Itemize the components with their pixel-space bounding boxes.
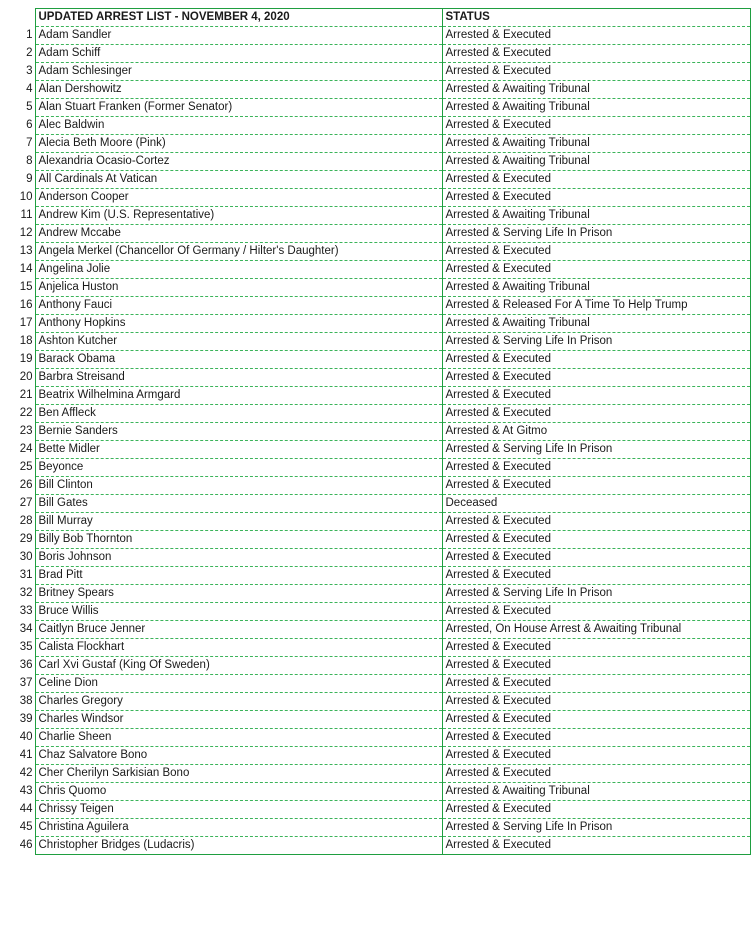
row-number: 17	[19, 317, 33, 329]
table-row	[6, 513, 750, 531]
row-number: 43	[19, 785, 33, 797]
row-name: Alec Baldwin	[35, 117, 442, 135]
row-name: Charles Windsor	[35, 711, 442, 729]
table-row	[6, 621, 750, 639]
table-header	[6, 9, 750, 27]
row-number: 34	[19, 623, 33, 635]
row-number: 42	[19, 767, 33, 779]
row-number: 38	[19, 695, 33, 707]
row-status: Arrested & At Gitmo	[442, 423, 750, 441]
row-status: Arrested & Executed	[442, 117, 750, 135]
row-status: Arrested & Executed	[442, 171, 750, 189]
row-name: Cher Cherilyn Sarkisian Bono	[35, 765, 442, 783]
row-number: 30	[19, 551, 33, 563]
row-number: 6	[26, 119, 33, 131]
row-name: Ben Affleck	[35, 405, 442, 423]
row-status: Arrested & Serving Life In Prison	[442, 819, 750, 837]
row-number: 12	[19, 227, 33, 239]
row-name: Beyonce	[35, 459, 442, 477]
row-number: 5	[26, 101, 33, 113]
table-row	[6, 99, 750, 117]
header-number	[6, 9, 35, 27]
table-row	[6, 189, 750, 207]
row-number: 7	[26, 137, 33, 149]
row-status: Arrested & Executed	[442, 243, 750, 261]
row-name: Chrissy Teigen	[35, 801, 442, 819]
table-row	[6, 765, 750, 783]
table-row	[6, 405, 750, 423]
row-status: Arrested & Awaiting Tribunal	[442, 279, 750, 297]
row-name: Celine Dion	[35, 675, 442, 693]
row-number: 20	[19, 371, 33, 383]
row-number: 2	[26, 47, 33, 59]
row-status: Arrested & Executed	[442, 351, 750, 369]
row-name: Bette Midler	[35, 441, 442, 459]
row-status: Arrested & Executed	[442, 711, 750, 729]
row-name: Bernie Sanders	[35, 423, 442, 441]
table-row	[6, 207, 750, 225]
row-number: 37	[19, 677, 33, 689]
row-status: Arrested & Executed	[442, 369, 750, 387]
row-status: Arrested & Executed	[442, 63, 750, 81]
row-name: Charlie Sheen	[35, 729, 442, 747]
row-status: Arrested & Serving Life In Prison	[442, 333, 750, 351]
table-row	[6, 171, 750, 189]
row-number: 24	[19, 443, 33, 455]
row-number: 22	[19, 407, 33, 419]
row-number: 27	[19, 497, 33, 509]
row-status: Arrested & Executed	[442, 387, 750, 405]
table-row	[6, 279, 750, 297]
table-row	[6, 351, 750, 369]
row-number: 40	[19, 731, 33, 743]
row-status: Arrested & Executed	[442, 513, 750, 531]
row-number: 46	[19, 839, 33, 851]
row-status: Arrested & Executed	[442, 603, 750, 621]
row-status: Arrested & Executed	[442, 729, 750, 747]
row-number: 32	[19, 587, 33, 599]
table-row	[6, 81, 750, 99]
row-name: Andrew Kim (U.S. Representative)	[35, 207, 442, 225]
row-name: Britney Spears	[35, 585, 442, 603]
row-number: 45	[19, 821, 33, 833]
table-row	[6, 837, 750, 855]
row-number: 21	[19, 389, 33, 401]
table-row	[6, 729, 750, 747]
table-row	[6, 441, 750, 459]
row-name: Anthony Fauci	[35, 297, 442, 315]
row-status: Arrested & Executed	[442, 837, 750, 855]
row-status: Arrested & Awaiting Tribunal	[442, 315, 750, 333]
row-status: Arrested & Executed	[442, 477, 750, 495]
row-status: Arrested & Executed	[442, 693, 750, 711]
row-name: Anjelica Huston	[35, 279, 442, 297]
table-body	[6, 27, 750, 855]
row-status: Arrested & Executed	[442, 549, 750, 567]
row-number: 31	[19, 569, 33, 581]
row-name: All Cardinals At Vatican	[35, 171, 442, 189]
table-row	[6, 639, 750, 657]
row-number: 18	[19, 335, 33, 347]
row-name: Bill Gates	[35, 495, 442, 513]
row-status: Arrested & Serving Life In Prison	[442, 441, 750, 459]
row-status: Deceased	[442, 495, 750, 513]
table-row	[6, 747, 750, 765]
table-row	[6, 117, 750, 135]
row-name: Barbra Streisand	[35, 369, 442, 387]
row-number: 3	[26, 65, 33, 77]
row-number: 9	[26, 173, 33, 185]
header-row	[6, 9, 750, 27]
table-row	[6, 135, 750, 153]
row-name: Beatrix Wilhelmina Armgard	[35, 387, 442, 405]
row-status: Arrested & Executed	[442, 801, 750, 819]
table-row	[6, 567, 750, 585]
table-row	[6, 261, 750, 279]
row-status: Arrested, On House Arrest & Awaiting Tribunal	[442, 621, 750, 639]
table-row	[6, 153, 750, 171]
row-name: Anthony Hopkins	[35, 315, 442, 333]
table-row	[6, 369, 750, 387]
row-number: 23	[19, 425, 33, 437]
table-row	[6, 45, 750, 63]
row-status: Arrested & Executed	[442, 657, 750, 675]
row-status: Arrested & Executed	[442, 189, 750, 207]
row-status: Arrested & Executed	[442, 261, 750, 279]
row-number: 13	[19, 245, 33, 257]
row-number: 41	[19, 749, 33, 761]
row-number: 33	[19, 605, 33, 617]
row-number: 10	[19, 191, 33, 203]
table-row	[6, 675, 750, 693]
table-row	[6, 315, 750, 333]
row-status: Arrested & Awaiting Tribunal	[442, 99, 750, 117]
row-name: Carl Xvi Gustaf (King Of Sweden)	[35, 657, 442, 675]
table-row	[6, 819, 750, 837]
table-row	[6, 495, 750, 513]
row-name: Billy Bob Thornton	[35, 531, 442, 549]
row-number: 1	[26, 29, 33, 41]
row-status: Arrested & Executed	[442, 459, 750, 477]
row-name: Bruce Willis	[35, 603, 442, 621]
row-number: 26	[19, 479, 33, 491]
row-name: Adam Schlesinger	[35, 63, 442, 81]
row-number: 11	[20, 209, 33, 221]
row-name: Anderson Cooper	[35, 189, 442, 207]
table-row	[6, 783, 750, 801]
header-name: UPDATED ARREST LIST - NOVEMBER 4, 2020	[35, 9, 442, 27]
row-status: Arrested & Executed	[442, 747, 750, 765]
row-status: Arrested & Executed	[442, 45, 750, 63]
row-number: 4	[26, 83, 33, 95]
row-name: Adam Schiff	[35, 45, 442, 63]
table-row	[6, 603, 750, 621]
row-number: 39	[19, 713, 33, 725]
row-status: Arrested & Executed	[442, 405, 750, 423]
row-name: Barack Obama	[35, 351, 442, 369]
row-status: Arrested & Awaiting Tribunal	[442, 153, 750, 171]
table-row	[6, 693, 750, 711]
row-name: Angelina Jolie	[35, 261, 442, 279]
table-row	[6, 297, 750, 315]
table-row	[6, 63, 750, 81]
row-status: Arrested & Serving Life In Prison	[442, 585, 750, 603]
row-number: 14	[19, 263, 33, 275]
row-number: 29	[19, 533, 33, 545]
row-status: Arrested & Awaiting Tribunal	[442, 135, 750, 153]
row-status: Arrested & Executed	[442, 567, 750, 585]
row-name: Brad Pitt	[35, 567, 442, 585]
table-row	[6, 459, 750, 477]
table-row	[6, 549, 750, 567]
row-number: 19	[19, 353, 33, 365]
row-status: Arrested & Executed	[442, 27, 750, 45]
row-name: Alan Stuart Franken (Former Senator)	[35, 99, 442, 117]
row-name: Chris Quomo	[35, 783, 442, 801]
row-number: 8	[26, 155, 33, 167]
table-row	[6, 333, 750, 351]
table-row	[6, 243, 750, 261]
row-name: Calista Flockhart	[35, 639, 442, 657]
row-status: Arrested & Awaiting Tribunal	[442, 81, 750, 99]
row-name: Angela Merkel (Chancellor Of Germany / Hilter's Daughter)	[35, 243, 442, 261]
row-name: Christopher Bridges (Ludacris)	[35, 837, 442, 855]
row-name: Charles Gregory	[35, 693, 442, 711]
row-number: 44	[19, 803, 33, 815]
table-row	[6, 387, 750, 405]
row-name: Boris Johnson	[35, 549, 442, 567]
row-name: Adam Sandler	[35, 27, 442, 45]
row-name: Bill Clinton	[35, 477, 442, 495]
row-number: 28	[19, 515, 33, 527]
row-name: Alexandria Ocasio-Cortez	[35, 153, 442, 171]
row-status: Arrested & Executed	[442, 675, 750, 693]
table-row	[6, 711, 750, 729]
table-row	[6, 531, 750, 549]
row-number: 15	[19, 281, 33, 293]
row-name: Chaz Salvatore Bono	[35, 747, 442, 765]
row-status: Arrested & Awaiting Tribunal	[442, 207, 750, 225]
row-name: Andrew Mccabe	[35, 225, 442, 243]
row-name: Ashton Kutcher	[35, 333, 442, 351]
row-status: Arrested & Executed	[442, 639, 750, 657]
row-name: Bill Murray	[35, 513, 442, 531]
table-row	[6, 585, 750, 603]
row-status: Arrested & Awaiting Tribunal	[442, 783, 750, 801]
row-number: 35	[19, 641, 33, 653]
row-name: Caitlyn Bruce Jenner	[35, 621, 442, 639]
table-row	[6, 225, 750, 243]
row-name: Christina Aguilera	[35, 819, 442, 837]
row-name: Alan Dershowitz	[35, 81, 442, 99]
arrest-list-table	[6, 8, 751, 855]
table-row	[6, 423, 750, 441]
table-row	[6, 27, 750, 45]
row-number: 25	[19, 461, 33, 473]
table-row	[6, 801, 750, 819]
table-row	[6, 477, 750, 495]
row-status: Arrested & Executed	[442, 765, 750, 783]
table-row	[6, 657, 750, 675]
row-status: Arrested & Executed	[442, 531, 750, 549]
row-status: Arrested & Released For A Time To Help Trump	[442, 297, 750, 315]
header-status: STATUS	[442, 9, 750, 27]
row-status: Arrested & Serving Life In Prison	[442, 225, 750, 243]
row-number: 36	[19, 659, 33, 671]
row-name: Alecia Beth Moore (Pink)	[35, 135, 442, 153]
row-number: 16	[19, 299, 33, 311]
